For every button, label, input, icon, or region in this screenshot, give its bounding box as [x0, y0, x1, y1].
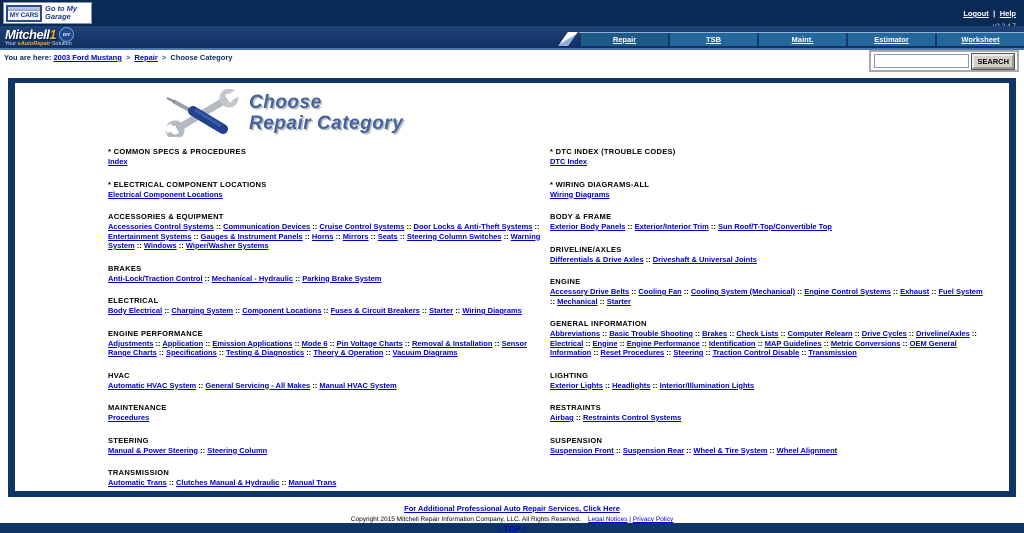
main-content-box: [8, 78, 1016, 497]
category-link[interactable]: Parking Brake System: [302, 273, 382, 283]
link-separator: ::: [279, 478, 289, 487]
breadcrumb-separator: >: [161, 53, 167, 62]
link-separator: ::: [176, 241, 186, 250]
category-link[interactable]: Driveshaft & Universal Joints: [652, 254, 757, 264]
mitchell1-logo: [5, 27, 74, 47]
category-links: [550, 190, 984, 200]
category-heading: SUSPENSION: [550, 435, 603, 445]
my-cars-plate-icon: [6, 5, 42, 22]
category-link[interactable]: Clutches Manual & Hydraulic: [175, 478, 280, 487]
category-section: [108, 403, 542, 423]
link-separator: ::: [304, 348, 314, 357]
link-separator: ::: [573, 413, 583, 422]
tab-label: Worksheet: [961, 35, 1000, 44]
top-utility-bar: [0, 0, 1024, 26]
link-separator: ::: [699, 338, 709, 348]
category-link[interactable]: Seats: [377, 231, 398, 241]
category-heading: BRAKES: [108, 263, 142, 273]
category-heading: RESTRAINTS: [550, 403, 601, 412]
category-link[interactable]: Warning System: [108, 231, 541, 250]
link-separator: ::: [767, 445, 777, 455]
category-links: [108, 222, 542, 251]
category-link[interactable]: Interior/Illumination Lights: [659, 380, 755, 390]
crossed-tools-icon: [165, 89, 239, 137]
category-link[interactable]: Mirrors: [342, 231, 369, 241]
link-separator: ::: [492, 338, 502, 348]
link-separator: ::: [755, 338, 765, 348]
category-link[interactable]: Abbreviations: [550, 329, 601, 338]
category-link[interactable]: Fuses & Circuit Breakers: [330, 306, 420, 315]
category-link[interactable]: DTC Index: [550, 157, 588, 166]
link-separator: ::: [602, 380, 613, 390]
category-links: [550, 222, 984, 232]
category-link[interactable]: Starter: [428, 306, 454, 315]
search-input[interactable]: [874, 54, 969, 68]
link-separator: ::: [404, 222, 414, 231]
link-separator: ::: [321, 306, 331, 315]
category-link[interactable]: Wiper/Washer Systems: [185, 241, 269, 250]
breadcrumb-vehicle-link[interactable]: 2003 Ford Mustang: [53, 53, 122, 62]
link-separator: ::: [600, 329, 610, 338]
link-separator: ::: [583, 338, 593, 348]
link-separator: ::: [625, 222, 635, 231]
tab-repair[interactable]: [581, 33, 668, 46]
link-separator: ::: [929, 287, 939, 296]
category-heading: * COMMON SPECS & PROCEDURES: [108, 147, 247, 156]
link-separator: ::: [852, 329, 862, 338]
tab-tsb[interactable]: [670, 33, 757, 46]
category-heading: * ELECTRICAL COMPONENT LOCATIONS: [108, 179, 267, 189]
link-separator: ::: [383, 348, 393, 357]
category-section: [108, 468, 542, 488]
link-separator: ::: [156, 348, 166, 357]
category-link[interactable]: Exterior Lights: [550, 380, 603, 390]
link-separator: ::: [821, 338, 831, 348]
category-link[interactable]: Engine: [592, 338, 618, 348]
link-separator: ::: [397, 231, 407, 241]
link-separator: ::: [778, 329, 788, 338]
link-separator: ::: [196, 380, 206, 390]
page-title: Choose Repair Category: [249, 92, 404, 134]
category-link[interactable]: Steering Column Switches: [406, 231, 502, 241]
category-link[interactable]: Adjustments: [108, 338, 154, 348]
category-column-right: [550, 147, 984, 497]
category-link[interactable]: Cooling System (Mechanical): [690, 287, 796, 296]
category-links: [108, 381, 542, 391]
tab-maint[interactable]: [759, 33, 846, 46]
category-link[interactable]: Reset Procedures: [600, 348, 665, 357]
category-heading: * WIRING DIAGRAMS-ALL: [550, 179, 650, 189]
footer: [0, 497, 1024, 533]
link-separator: ::: [202, 273, 212, 283]
link-separator: ::: [969, 329, 977, 338]
logout-link[interactable]: Logout: [963, 9, 989, 18]
category-section: [550, 180, 984, 200]
category-link[interactable]: Computer Relearn: [787, 329, 853, 338]
category-link[interactable]: Drive Cycles: [861, 329, 907, 338]
category-section: [550, 403, 984, 423]
link-separator: ::: [617, 338, 627, 348]
link-separator: ::: [591, 348, 601, 357]
page-header: [165, 87, 1009, 139]
my-cars-label: MY CARS: [9, 11, 39, 19]
category-links: [550, 329, 984, 358]
category-link[interactable]: Steering Column: [207, 445, 268, 455]
category-link[interactable]: Basic Trouble Shooting: [609, 329, 693, 338]
category-link[interactable]: Wheel & Tire System: [693, 445, 768, 455]
category-section: [108, 296, 542, 316]
go-to-my-garage-button[interactable]: [3, 2, 92, 24]
link-separator: ::: [692, 329, 703, 338]
category-links: [108, 339, 542, 358]
category-link[interactable]: MAP Guidelines: [764, 338, 822, 348]
category-link[interactable]: Suspension Rear: [622, 445, 685, 455]
category-heading: MAINTENANCE: [108, 403, 167, 412]
link-separator: ::: [327, 338, 337, 348]
link-separator: ::: [550, 296, 558, 306]
breadcrumb-row: [0, 50, 1024, 72]
category-link[interactable]: Windows: [143, 241, 177, 250]
category-link[interactable]: Sun Roof/T-Top/Convertible Top: [717, 222, 832, 231]
brand-name: Mitchell: [5, 27, 50, 42]
category-link[interactable]: Mode 6: [301, 338, 328, 348]
category-link[interactable]: Pin Voltage Charts: [336, 338, 403, 348]
category-section: [550, 436, 984, 456]
footer-promo-link[interactable]: For Additional Professional Auto Repair Services, Click Here: [404, 504, 620, 513]
category-link[interactable]: Emission Applications: [212, 338, 293, 348]
category-link[interactable]: Engine Performance: [626, 338, 700, 348]
category-heading: DRIVELINE/AXLES: [550, 244, 622, 254]
category-link[interactable]: Accessory Drive Belts: [550, 287, 630, 296]
category-link[interactable]: Wiring Diagrams: [550, 189, 610, 199]
garage-button-label: Go to My Garage: [45, 4, 78, 21]
category-link[interactable]: Cooling Fan: [638, 287, 682, 296]
category-section: [108, 436, 542, 456]
link-separator: ::: [453, 306, 463, 315]
link-separator: ::: [795, 287, 805, 296]
category-links: [550, 157, 984, 167]
link-separator: ::: [684, 445, 694, 455]
category-section: [108, 212, 542, 251]
link-separator: ::: [629, 287, 639, 296]
copyright-text: Copyright 2015 Mitchell Repair Information Company, LLC. All Rights Reserved.: [350, 516, 581, 523]
tab-estimator[interactable]: [848, 33, 935, 46]
breadcrumb-repair-link[interactable]: Repair: [134, 53, 158, 62]
category-links: [550, 446, 984, 456]
brand-one: 1: [49, 27, 57, 42]
category-link[interactable]: Exhaust: [900, 287, 930, 296]
category-link[interactable]: Sensor Range Charts: [108, 338, 528, 357]
link-separator: ::: [402, 338, 412, 348]
tab-worksheet[interactable]: [937, 33, 1024, 46]
category-link[interactable]: Differentials & Drive Axles: [550, 254, 644, 264]
category-section: [108, 147, 542, 167]
category-link[interactable]: Traction Control Disable: [712, 348, 800, 357]
link-separator: ::: [597, 296, 607, 306]
category-link[interactable]: Gauges & Instrument Panels: [200, 231, 303, 241]
link-separator: ::: [643, 254, 653, 264]
category-heading: GENERAL INFORMATION: [550, 319, 647, 328]
category-heading: ENGINE PERFORMANCE: [108, 328, 203, 338]
category-section: [550, 277, 984, 306]
category-link[interactable]: Procedures: [108, 413, 150, 422]
link-separator: ::: [727, 329, 737, 338]
category-link[interactable]: Engine Control Systems: [804, 287, 891, 296]
category-link[interactable]: Wiring Diagrams: [462, 306, 522, 315]
category-link[interactable]: Electrical: [550, 338, 584, 348]
link-separator: ::: [134, 241, 144, 250]
link-separator: ::: [216, 348, 226, 357]
category-link[interactable]: Metric Conversions: [830, 338, 901, 348]
category-links: [108, 413, 542, 423]
breadcrumb-prefix: You are here:: [4, 53, 52, 62]
category-column-left: [108, 147, 542, 497]
category-link[interactable]: Automatic Trans: [108, 478, 167, 487]
category-section: [108, 264, 542, 284]
brand-tab-bar: [0, 26, 1024, 50]
category-link[interactable]: Theory & Operation: [313, 348, 384, 357]
link-separator: ::: [333, 231, 343, 241]
category-link[interactable]: Suspension Front: [550, 445, 614, 455]
category-heading: ACCESSORIES & EQUIPMENT: [108, 212, 224, 221]
category-link[interactable]: Removal & Installation: [411, 338, 493, 348]
category-link[interactable]: Manual Trans: [288, 478, 337, 487]
category-section: [550, 371, 984, 391]
category-link[interactable]: Component Locations: [242, 306, 322, 315]
link-separator: ::: [650, 380, 660, 390]
link-separator: ::: [310, 222, 320, 231]
link-separator: ::: [203, 338, 213, 348]
breadcrumb-current: Choose Category: [170, 53, 233, 62]
category-link[interactable]: Exterior/Interior Trim: [634, 222, 709, 231]
category-section: [108, 180, 542, 200]
help-link[interactable]: Help: [999, 9, 1016, 18]
category-link[interactable]: Index: [108, 157, 128, 166]
diy-badge-icon: DIY: [59, 27, 74, 42]
tab-label: Maint.: [791, 35, 814, 44]
link-separator: ::: [501, 231, 511, 241]
category-link[interactable]: Horns: [311, 231, 334, 241]
category-link[interactable]: Testing & Diagnostics: [225, 348, 305, 357]
link-separator: ::: [906, 329, 916, 338]
logout-help-divider: |: [993, 9, 996, 18]
search-button[interactable]: SEARCH: [972, 54, 1014, 69]
link-separator: ::: [368, 231, 378, 241]
tab-label: Repair: [612, 35, 637, 44]
category-link[interactable]: Driveline/Axles: [916, 329, 970, 338]
category-link[interactable]: Accessories Control Systems: [108, 222, 214, 231]
category-links: [550, 381, 984, 391]
category-link[interactable]: General Servicing - All Makes: [205, 380, 311, 390]
breadcrumb-separator: >: [125, 53, 131, 62]
category-link[interactable]: Automatic HVAC System: [108, 380, 197, 390]
category-links: [108, 478, 542, 488]
category-section: [108, 329, 542, 358]
link-separator: ::: [613, 445, 623, 455]
privacy-policy-link[interactable]: Privacy Policy: [632, 516, 674, 523]
category-links: [108, 306, 542, 316]
category-link[interactable]: Exterior Body Panels: [550, 222, 626, 231]
category-section: [550, 147, 984, 167]
link-separator: ::: [153, 338, 163, 348]
nav-tabs: [579, 32, 1024, 46]
link-separator: ::: [681, 287, 691, 296]
category-heading: STEERING: [108, 435, 149, 445]
category-link[interactable]: Restraints Control Systems: [582, 413, 682, 422]
category-link[interactable]: Transmission: [808, 348, 857, 357]
link-separator: ::: [191, 231, 201, 241]
breadcrumb: [4, 53, 232, 62]
link-separator: ::: [213, 222, 224, 231]
link-separator: ::: [162, 306, 172, 315]
category-heading: LIGHTING: [550, 370, 589, 380]
category-section: [550, 212, 984, 232]
category-link[interactable]: Mechanical - Hydraulic: [211, 273, 294, 283]
category-link[interactable]: Airbag: [550, 413, 574, 422]
link-separator: ::: [233, 306, 243, 315]
category-link[interactable]: Specifications: [165, 348, 217, 357]
category-link[interactable]: Anti-Lock/Traction Control: [108, 273, 203, 283]
tab-label: Estimator: [874, 35, 909, 44]
link-separator: ::: [890, 287, 901, 296]
link-separator: ::: [166, 478, 176, 487]
category-link[interactable]: Identification: [708, 338, 756, 348]
link-separator: ::: [703, 348, 713, 357]
category-link[interactable]: Starter: [606, 296, 631, 306]
legal-notices-link[interactable]: Legal Notices: [588, 516, 628, 523]
category-links: [108, 446, 542, 456]
category-link[interactable]: Check Lists: [736, 329, 779, 338]
category-link[interactable]: Electrical Component Locations: [108, 189, 223, 199]
link-separator: ::: [708, 222, 718, 231]
category-link[interactable]: Application: [162, 338, 204, 348]
category-link[interactable]: Headlights: [612, 380, 651, 390]
category-link[interactable]: Communication Devices: [223, 222, 311, 231]
category-heading: * DTC INDEX (TROUBLE CODES): [550, 147, 676, 156]
category-link[interactable]: Manual HVAC System: [319, 380, 397, 390]
link-separator: ::: [419, 306, 429, 315]
category-links: [108, 157, 542, 167]
category-heading: ELECTRICAL: [108, 296, 159, 305]
category-heading: ENGINE: [550, 277, 581, 286]
category-link[interactable]: Mechanical: [557, 296, 598, 306]
category-link[interactable]: Vacuum Diagrams: [392, 348, 458, 357]
category-link[interactable]: Body Electrical: [108, 306, 163, 315]
category-link[interactable]: OEM General Information: [550, 338, 957, 357]
category-link[interactable]: Entertainment Systems: [108, 231, 192, 241]
link-separator: ::: [310, 380, 320, 390]
category-heading: BODY & FRAME: [550, 212, 612, 221]
category-section: [550, 319, 984, 358]
category-link[interactable]: Steering: [673, 348, 704, 357]
category-link[interactable]: Charging System: [171, 306, 234, 315]
category-links: [550, 287, 984, 306]
back-to-top-link[interactable]: :: TOP ::: [496, 524, 528, 533]
link-separator: ::: [664, 348, 674, 357]
copyright-line: Copyright 2015 Mitchell Repair Information Company, LLC. All Rights Reserved. Legal Notices | Privacy Policy: [350, 516, 674, 523]
link-separator: ::: [293, 273, 303, 283]
diagonal-stripe-decoration: [558, 32, 578, 46]
category-links: [108, 274, 542, 284]
category-link[interactable]: Fuel System: [938, 287, 983, 296]
link-separator: ::: [900, 338, 910, 348]
category-link[interactable]: Manual & Power Steering: [108, 445, 199, 455]
category-link[interactable]: Wheel Alignment: [776, 445, 838, 455]
link-separator: ::: [532, 222, 540, 231]
category-link[interactable]: Cruise Control Systems: [319, 222, 405, 231]
category-links: [108, 190, 542, 200]
category-section: [550, 245, 984, 265]
category-heading: TRANSMISSION: [108, 468, 170, 477]
brand-tagline: Your eAutoRepair Solution: [5, 41, 72, 47]
tab-label: TSB: [706, 35, 721, 44]
category-links: [550, 255, 984, 265]
search-panel: [869, 50, 1019, 72]
category-section: [108, 371, 542, 391]
category-heading: HVAC: [108, 370, 130, 380]
category-link[interactable]: Door Locks & Anti-Theft Systems: [413, 222, 533, 231]
category-links: [550, 413, 984, 423]
link-separator: ::: [292, 338, 302, 348]
link-separator: ::: [799, 348, 809, 357]
link-separator: ::: [198, 445, 208, 455]
category-link[interactable]: Brakes: [702, 329, 728, 338]
link-separator: ::: [302, 231, 312, 241]
